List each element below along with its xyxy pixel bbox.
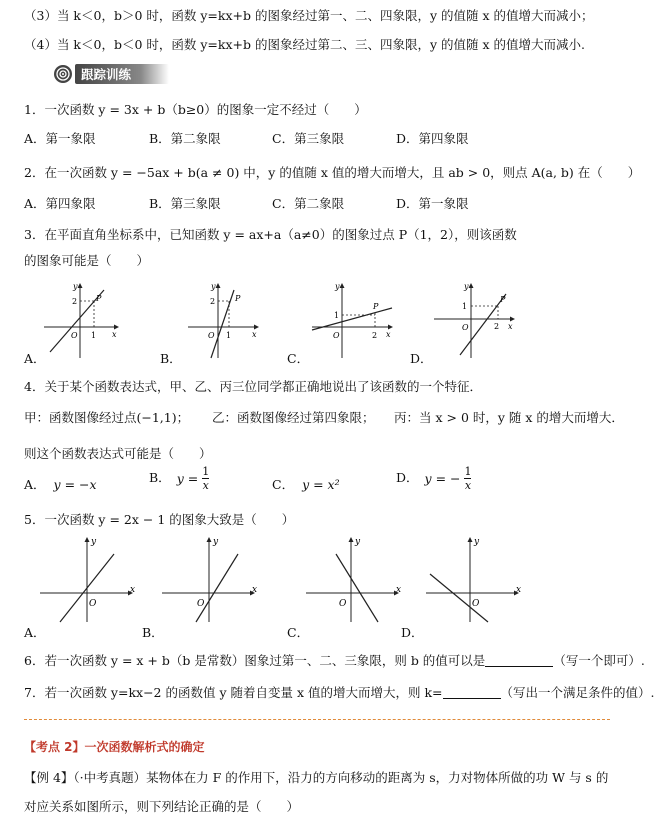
q3-graph-d [434, 282, 514, 358]
svg-text:y: y [213, 537, 219, 547]
intro-line-4: （4）当 k＜0，b＜0 时，函数 y=kx+b 的图象经过第二、三、四象限，y 的值随 x 的值增大而减小. [24, 37, 585, 52]
q4-option-c: C． y = x² [272, 477, 340, 492]
q3-option-c-label: C． [287, 351, 310, 366]
q5-graphs [0, 534, 635, 622]
q3-graph-b [188, 282, 258, 358]
q4-yi: 乙：函数图像经过第四象限； [212, 410, 375, 425]
example4-line-2: 对应关系如图所示，则下列结论正确的是（ ） [24, 799, 300, 814]
q4-option-b: B． y = $\frac{1}{x}$ [149, 465, 210, 492]
svg-text:y: y [335, 282, 340, 291]
q1-option-c: C．第三象限 [272, 131, 345, 146]
kaodian-title: 【考点 2】一次函数解析式的确定 [24, 740, 205, 754]
target-icon [54, 65, 72, 83]
q7-line [24, 683, 655, 701]
section-title: 跟踪训练 [75, 64, 169, 84]
svg-text:1: 1 [334, 311, 340, 320]
q7-tail: （写出一个满足条件的值）. [500, 685, 655, 700]
q5-graph-b [162, 537, 257, 622]
q4-option-a: A． y = −x [24, 477, 97, 492]
svg-text:O: O [197, 599, 205, 609]
svg-text:y: y [211, 282, 216, 291]
svg-text:1: 1 [91, 331, 97, 340]
q3-stem-1: 3．在平面直角坐标系中，已知函数 y = ax+a（a≠0）的图象过点 P（1，2），则该函数 [24, 227, 517, 242]
q7-stem: 7．若一次函数 y=kx−2 的函数值 y 随着自变量 x 值的增大而增大，则 k= [24, 685, 443, 700]
svg-text:O: O [462, 323, 469, 332]
svg-text:x: x [252, 585, 258, 595]
svg-text:P: P [235, 294, 241, 303]
q5-option-d-label: D． [401, 625, 424, 640]
svg-text:x: x [112, 330, 117, 339]
q3-graph-a [44, 282, 118, 358]
svg-text:P: P [96, 294, 102, 303]
q1-option-a: A．第一象限 [24, 131, 96, 146]
svg-text:O: O [339, 599, 347, 609]
svg-text:x: x [386, 330, 391, 339]
q2-option-a: A．第四象限 [24, 196, 96, 211]
q5-graph-d [426, 537, 521, 622]
q6-answer-blank[interactable] [485, 654, 553, 667]
svg-text:y: y [464, 282, 469, 291]
intro-line-3: （3）当 k＜0，b＞0 时，函数 y=kx+b 的图象经过第一、二、四象限，y 的值随 x 的值增大而减小； [24, 8, 594, 23]
q3-graph-c [312, 282, 392, 358]
q1-stem: 1．一次函数 y = 3x + b（b≥0）的图象一定不经过（ ） [24, 102, 367, 117]
q2-option-b: B．第三象限 [149, 196, 221, 211]
svg-text:2: 2 [72, 297, 78, 306]
q3-option-b-label: B． [160, 351, 182, 366]
svg-text:x: x [252, 330, 257, 339]
q5-graph-a [40, 537, 135, 622]
q3-graphs [0, 280, 635, 362]
svg-text:y: y [73, 282, 78, 291]
svg-text:x: x [396, 585, 402, 595]
q4-jia: 甲：函数图像经过点(−1,1)； [24, 410, 190, 425]
svg-text:O: O [89, 599, 97, 609]
svg-text:P: P [373, 302, 379, 311]
svg-text:O: O [208, 331, 215, 340]
svg-text:x: x [516, 585, 522, 595]
svg-text:1: 1 [462, 302, 468, 311]
svg-text:1: 1 [226, 331, 232, 340]
section-divider [24, 719, 610, 720]
q1-option-b: B．第二象限 [149, 131, 221, 146]
section-header [54, 64, 204, 84]
q2-option-d: D．第一象限 [396, 196, 469, 211]
q6-tail: （写一个即可）. [553, 653, 645, 668]
q3-option-d-label: D． [410, 351, 433, 366]
q3-stem-2: 的图象可能是（ ） [24, 253, 150, 268]
q4-option-d: D． y = − $\frac{1}{x}$ [396, 465, 472, 492]
q4-bing: 丙：当 x > 0 时，y 随 x 的增大而增大． [394, 410, 624, 425]
example4-line-1: 【例 4】（·中考真题）某物体在力 F 的作用下，沿力的方向移动的距离为 s，力对物体所做的功 W 与 s 的 [24, 770, 609, 785]
q1-option-d: D．第四象限 [396, 131, 469, 146]
svg-text:O: O [472, 599, 480, 609]
q5-option-c-label: C． [287, 625, 310, 640]
q4-stem: 4．关于某个函数表达式，甲、乙、丙三位同学都正确地说出了该函数的一个特征． [24, 379, 482, 394]
q4-ask: 则这个函数表达式可能是（ ） [24, 446, 212, 461]
svg-text:x: x [508, 322, 513, 331]
q7-answer-blank[interactable] [443, 686, 501, 699]
svg-text:y: y [474, 537, 480, 547]
q6-line [24, 651, 645, 669]
svg-text:x: x [130, 585, 136, 595]
svg-text:2: 2 [494, 322, 500, 331]
svg-text:2: 2 [372, 331, 378, 340]
q5-stem: 5．一次函数 y = 2x − 1 的图象大致是（ ） [24, 512, 295, 527]
svg-text:P: P [500, 295, 506, 304]
q2-option-c: C．第二象限 [272, 196, 345, 211]
q5-option-b-label: B． [142, 625, 164, 640]
svg-text:y: y [91, 537, 97, 547]
q6-stem: 6．若一次函数 y = x + b（b 是常数）图象过第一、二、三象限，则 b 的值可以是 [24, 653, 486, 668]
svg-text:O: O [71, 331, 78, 340]
svg-text:O: O [333, 331, 340, 340]
q2-stem: 2．在一次函数 y = −5ax + b(a ≠ 0) 中，y 的值随 x 值的增大而增大，且 ab > 0，则点 A(a, b) 在（ ） [24, 165, 641, 180]
q5-graph-c [306, 537, 401, 622]
q3-option-a-label: A． [24, 351, 46, 366]
svg-text:2: 2 [210, 297, 216, 306]
svg-text:y: y [355, 537, 361, 547]
q5-option-a-label: A． [24, 625, 46, 640]
